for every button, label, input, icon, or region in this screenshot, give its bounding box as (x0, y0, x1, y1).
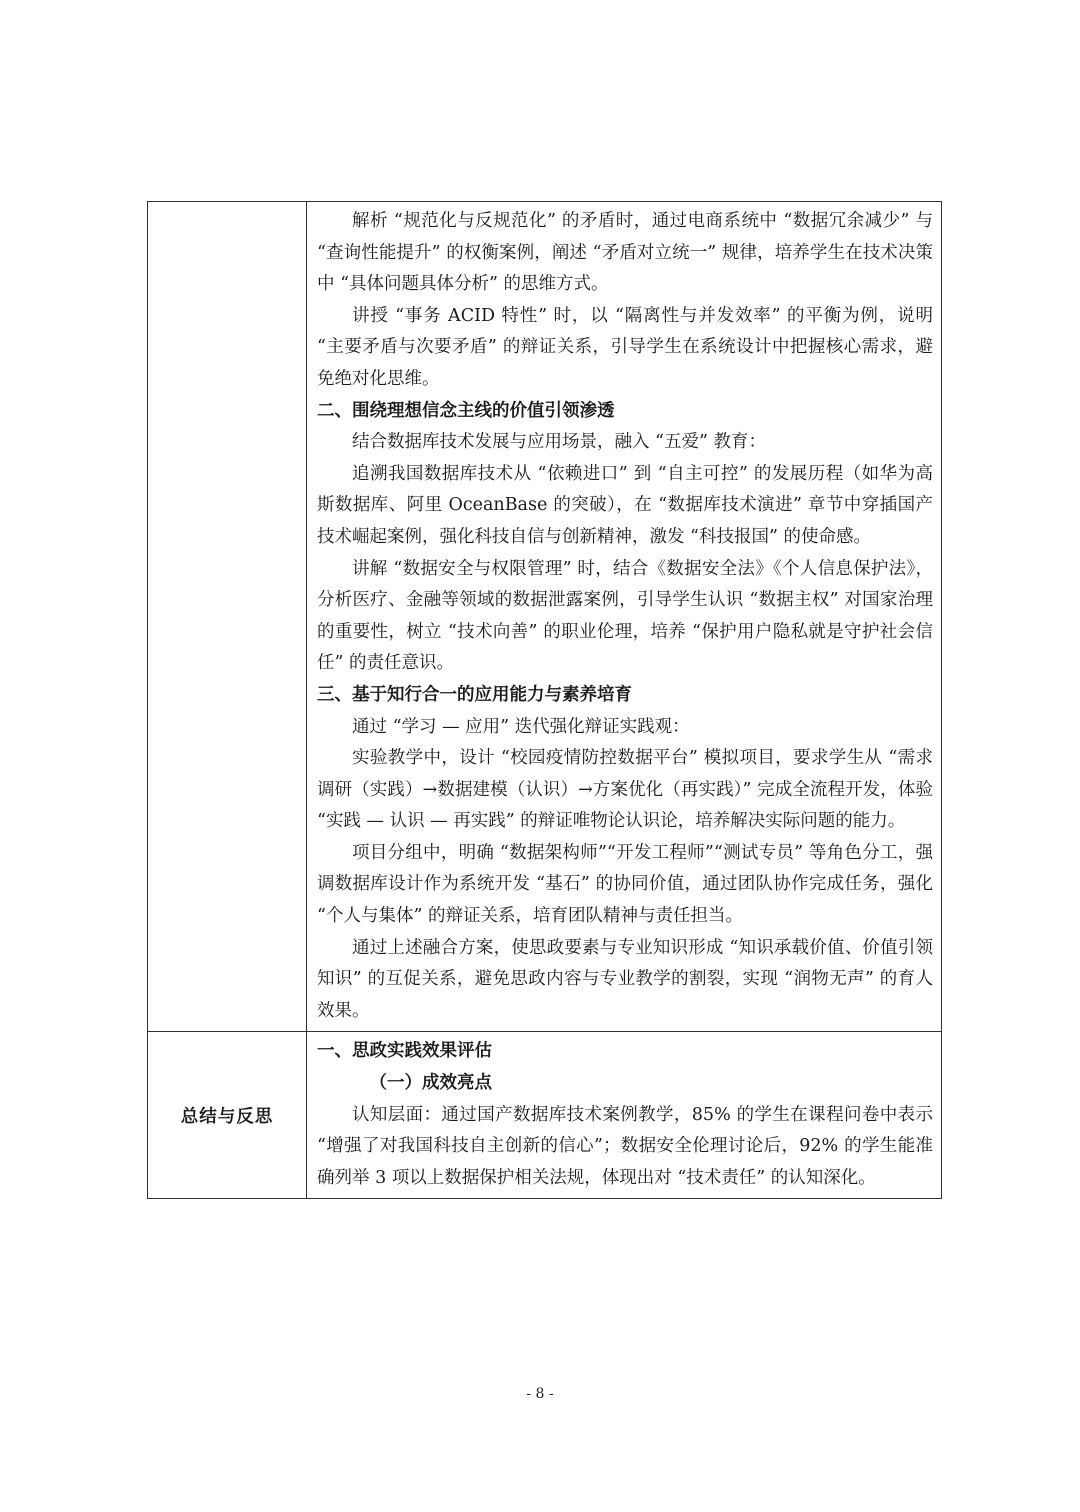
paragraph: 追溯我国数据库技术从 “依赖进口” 到 “自主可控” 的发展历程（如华为高斯数据库、阿里 OceanBase 的突破），在 “数据库技术演进” 章节中穿插国产技术崛起案例，强化科技自信与创新精神，激发 “科技报国” 的使命感。 (317, 463, 933, 547)
paragraph: 讲授 “事务 ACID 特性” 时，以 “隔离性与并发效率” 的平衡为例，说明 “主要矛盾与次要矛盾” 的辩证关系，引导学生在系统设计中把握核心需求，避免绝对化思维。 (317, 305, 933, 389)
table-row (148, 1032, 942, 1199)
subsection-heading: （一）成效亮点 (369, 1073, 492, 1094)
section-heading: 三、基于知行合一的应用能力与素养培育 (317, 684, 632, 705)
content-table (147, 201, 942, 1199)
row-label-cell (148, 202, 307, 1032)
paragraph: 实验教学中，设计 “校园疫情防控数据平台” 模拟项目，要求学生从 “需求调研（实践）→数据建模（认识）→方案优化（再实践）” 完成全流程开发，体验 “实践 — 认识 — 再实践” 的辩证唯物论认识论，培养解决实际问题的能力。 (317, 748, 933, 832)
paragraph: 认知层面：通过国产数据库技术案例教学，85% 的学生在课程问卷中表示 “增强了对我国科技自主创新的信心”；数据安全伦理讨论后，92% 的学生能准确列举 3 项以上数据保护相关法规，体现出对 “技术责任” 的认知深化。 (317, 1104, 933, 1188)
paragraph: 通过 “学习 — 应用” 迭代强化辩证实践观： (352, 716, 690, 737)
row-label-summary: 总结与反思 (148, 1032, 307, 1199)
table-row (148, 202, 942, 1032)
paragraph: 讲解 “数据安全与权限管理” 时，结合《数据安全法》《个人信息保护法》，分析医疗、金融等领域的数据泄露案例，引导学生认识 “数据主权” 对国家治理的重要性，树立 “技术向善” 的职业伦理，培养 “保护用户隐私就是守护社会信任” 的责任意识。 (317, 558, 933, 674)
row-content-cell (307, 1032, 942, 1199)
paragraph: 项目分组中，明确 “数据架构师”“开发工程师”“测试专员” 等角色分工，强调数据库设计作为系统开发 “基石” 的协同价值，通过团队协作完成任务，强化 “个人与集体” 的辩证关系，培育团队精神与责任担当。 (317, 842, 933, 927)
paragraph: 通过上述融合方案，使思政要素与专业知识形成 “知识承载价值、价值引领知识” 的互促关系，避免思政内容与专业教学的割裂，实现 “润物无声” 的育人效果。 (317, 937, 933, 1021)
section-heading: 二、围绕理想信念主线的价值引领渗透 (317, 400, 615, 421)
page-number: - 8 - (526, 1386, 554, 1402)
row-content-cell (307, 202, 942, 1032)
paragraph: 解析 “规范化与反规范化” 的矛盾时，通过电商系统中 “数据冗余减少” 与 “查询性能提升” 的权衡案例，阐述 “矛盾对立统一” 规律，培养学生在技术决策中 “具体问题具体分析” 的思维方式。 (317, 211, 933, 295)
paragraph: 结合数据库技术发展与应用场景，融入 “五爱” 教育： (352, 432, 767, 453)
section-heading: 一、思政实践效果评估 (317, 1041, 492, 1062)
